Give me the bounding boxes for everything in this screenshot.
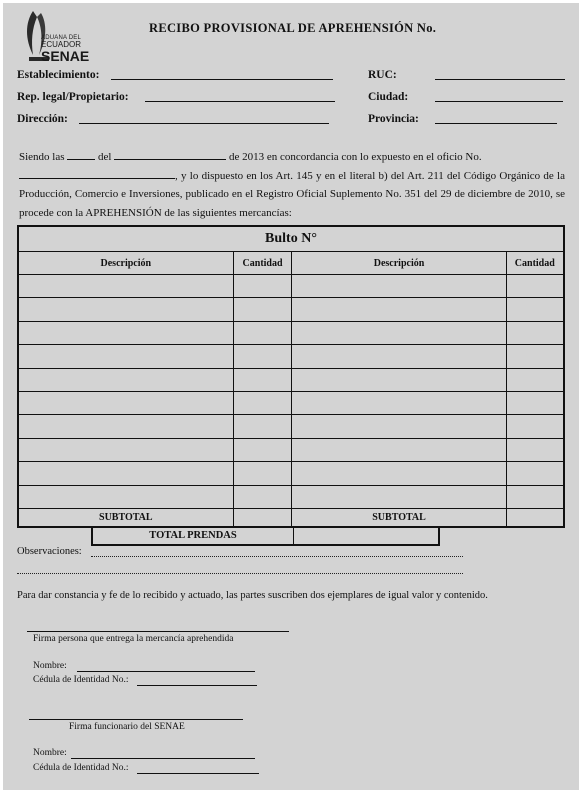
table-row (18, 345, 564, 368)
descripcion-cell[interactable] (18, 462, 233, 485)
cantidad-cell[interactable] (506, 321, 564, 344)
document-title: RECIBO PROVISIONAL DE APREHENSIÓN No. (149, 21, 437, 35)
cantidad-cell[interactable] (233, 438, 292, 461)
descripcion-cell[interactable] (292, 275, 506, 298)
nombre-field-1[interactable] (77, 671, 255, 672)
cedula-field-2[interactable] (137, 773, 259, 774)
descripcion-cell[interactable] (292, 321, 506, 344)
table-row (18, 485, 564, 508)
observaciones-label: Observaciones: (17, 546, 82, 557)
logo-line-2: ECUADOR (41, 40, 82, 49)
table-row (18, 462, 564, 485)
total-prendas-label: TOTAL PRENDAS (93, 528, 294, 544)
subtotal-label-2: SUBTOTAL (292, 508, 506, 527)
provincia-field[interactable] (435, 123, 557, 124)
signature-caption-funcionario: Firma funcionario del SENAE (69, 722, 185, 732)
col-cantidad-2: Cantidad (506, 252, 564, 275)
oficio-blank[interactable] (19, 168, 175, 179)
rep-legal-field[interactable] (145, 101, 335, 102)
observaciones-line-1[interactable] (91, 556, 463, 557)
cantidad-cell[interactable] (506, 368, 564, 391)
establecimiento-label: Establecimiento: (17, 69, 100, 81)
table-row (18, 438, 564, 461)
receipt-page (3, 3, 579, 790)
cedula-field-1[interactable] (137, 685, 257, 686)
cantidad-cell[interactable] (506, 391, 564, 414)
observaciones-line-2[interactable] (17, 573, 463, 574)
date-blank[interactable] (114, 149, 226, 160)
total-prendas-box (91, 526, 440, 546)
col-descripcion-2: Descripción (292, 252, 506, 275)
closing-statement: Para dar constancia y fe de lo recibido y actuado, las partes suscriben dos ejemplares de igual valor y contenido. (17, 590, 488, 601)
para-part-2: del (98, 151, 112, 163)
ruc-label: RUC: (368, 69, 397, 81)
descripcion-cell[interactable] (18, 298, 233, 321)
ruc-field[interactable] (435, 79, 565, 80)
table-row (18, 321, 564, 344)
table-row (18, 415, 564, 438)
hour-blank[interactable] (67, 149, 95, 160)
table-row (18, 391, 564, 414)
col-descripcion-1: Descripción (18, 252, 233, 275)
ciudad-field[interactable] (435, 101, 563, 102)
cantidad-cell[interactable] (506, 438, 564, 461)
provincia-label: Provincia: (368, 113, 419, 125)
cantidad-cell[interactable] (233, 485, 292, 508)
descripcion-cell[interactable] (18, 415, 233, 438)
descripcion-cell[interactable] (292, 485, 506, 508)
descripcion-cell[interactable] (18, 345, 233, 368)
nombre-label-1: Nombre: (33, 661, 67, 671)
descripcion-cell[interactable] (292, 391, 506, 414)
total-prendas-value[interactable] (294, 528, 438, 544)
nombre-field-2[interactable] (71, 758, 255, 759)
signature-line-entrega[interactable] (27, 631, 289, 632)
cantidad-cell[interactable] (506, 275, 564, 298)
cantidad-cell[interactable] (233, 462, 292, 485)
logo-line-1: ADUANA DEL (41, 35, 82, 41)
table-row (18, 298, 564, 321)
cantidad-cell[interactable] (233, 298, 292, 321)
cantidad-cell[interactable] (506, 345, 564, 368)
descripcion-cell[interactable] (292, 368, 506, 391)
logo-wordmark (41, 35, 89, 63)
descripcion-cell[interactable] (18, 391, 233, 414)
col-cantidad-1: Cantidad (233, 252, 292, 275)
para-part-4: , y lo dispuesto en los Art. 145 y en el literal b) del Art. 211 del Código Orgánico de la Producción, Comercio e Inversiones, publicado en el Registro Oficial Suplemento No. 351 del 29 de diciembre de 2010, se procede con la APREHENSIÓN de las siguientes mercancías: (19, 169, 565, 219)
ciudad-label: Ciudad: (368, 91, 409, 103)
table-row (18, 368, 564, 391)
cantidad-cell[interactable] (506, 462, 564, 485)
cantidad-cell[interactable] (506, 298, 564, 321)
descripcion-cell[interactable] (292, 415, 506, 438)
bulto-heading: Bulto N° (18, 226, 564, 252)
cantidad-cell[interactable] (233, 368, 292, 391)
subtotal-value-1[interactable] (233, 508, 292, 527)
descripcion-cell[interactable] (18, 438, 233, 461)
cantidad-cell[interactable] (233, 321, 292, 344)
cantidad-cell[interactable] (506, 485, 564, 508)
descripcion-cell[interactable] (292, 462, 506, 485)
cantidad-cell[interactable] (233, 345, 292, 368)
cantidad-cell[interactable] (506, 415, 564, 438)
para-part-3: de 2013 en concordancia con lo expuesto en el oficio No. (228, 151, 482, 163)
cantidad-cell[interactable] (233, 275, 292, 298)
logo-line-3: SENAE (41, 48, 90, 64)
cantidad-cell[interactable] (233, 415, 292, 438)
subtotal-value-2[interactable] (506, 508, 564, 527)
subtotal-label-1: SUBTOTAL (18, 508, 233, 527)
descripcion-cell[interactable] (292, 298, 506, 321)
cedula-label-2: Cédula de Identidad No.: (33, 763, 129, 773)
descripcion-cell[interactable] (18, 275, 233, 298)
descripcion-cell[interactable] (18, 321, 233, 344)
direccion-label: Dirección: (17, 113, 68, 125)
descripcion-cell[interactable] (292, 345, 506, 368)
direccion-field[interactable] (79, 123, 329, 124)
nombre-label-2: Nombre: (33, 748, 67, 758)
item-rows (18, 275, 564, 509)
descripcion-cell[interactable] (18, 368, 233, 391)
cantidad-cell[interactable] (233, 391, 292, 414)
rep-legal-label: Rep. legal/Propietario: (17, 91, 129, 103)
cedula-label-1: Cédula de Identidad No.: (33, 675, 129, 685)
descripcion-cell[interactable] (18, 485, 233, 508)
signature-line-funcionario[interactable] (29, 719, 243, 720)
para-part-1: Siendo las (19, 151, 65, 163)
apprehension-paragraph (19, 148, 565, 222)
table-row (18, 275, 564, 298)
signature-caption-entrega: Firma persona que entrega la mercancía aprehendida (33, 634, 234, 644)
descripcion-cell[interactable] (292, 438, 506, 461)
items-table (17, 225, 565, 528)
establecimiento-field[interactable] (111, 79, 333, 80)
